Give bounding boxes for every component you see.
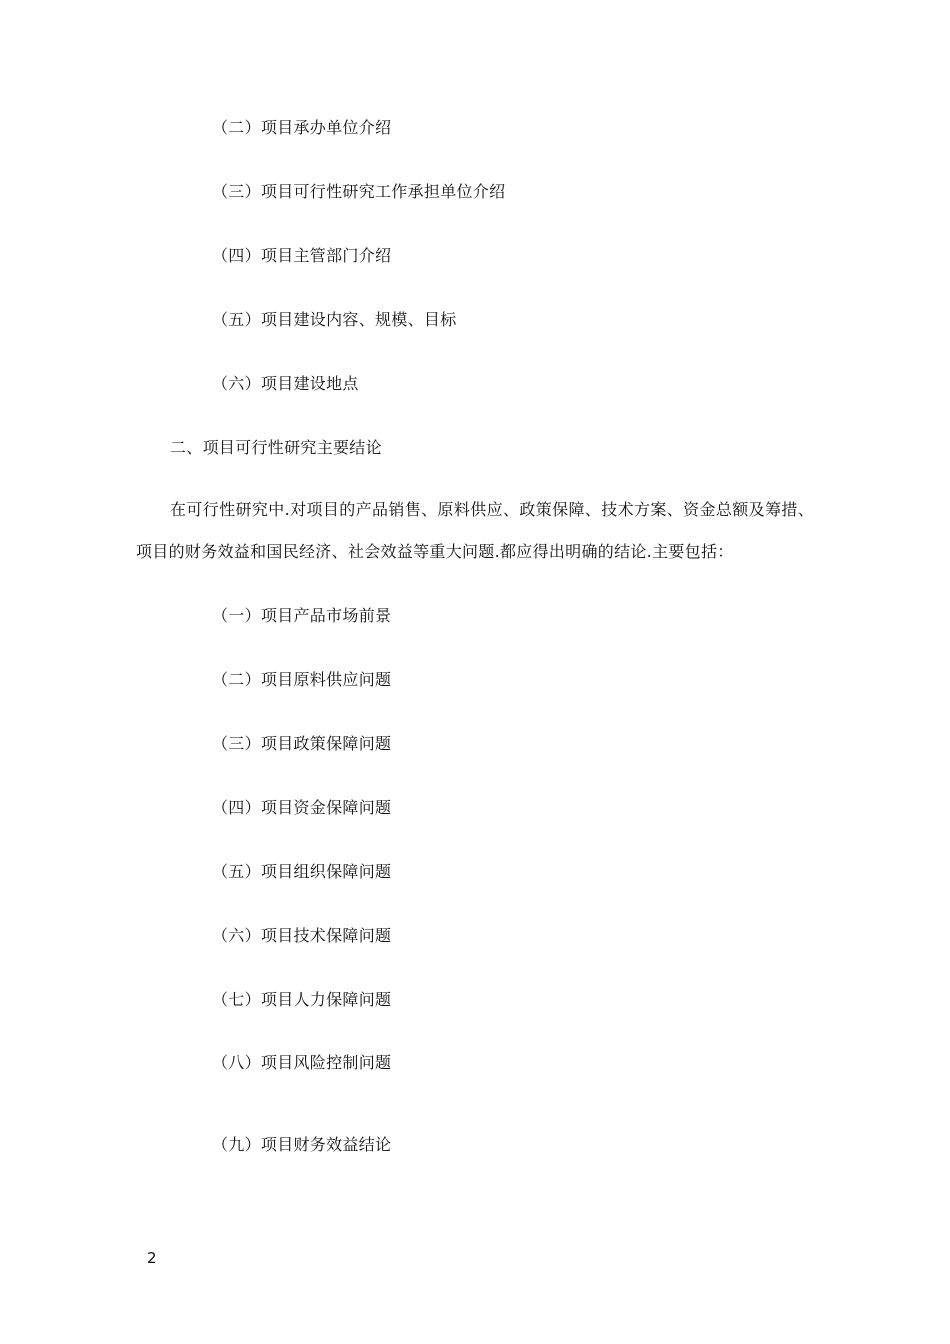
list-item: （三）项目可行性研究工作承担单位介绍 xyxy=(212,182,506,201)
list-item: （四）项目资金保障问题 xyxy=(212,798,392,817)
list-item: （八）项目风险控制问题 xyxy=(212,1053,392,1072)
list-item: （六）项目建设地点 xyxy=(212,374,359,393)
body-paragraph: 在可行性研究中.对项目的产品销售、原料供应、政策保障、技术方案、资金总额及筹措、项目的财务效益和国民经济、社会效益等重大问题.都应得出明确的结论.主要包括： xyxy=(136,500,814,561)
list-item: （五）项目组织保障问题 xyxy=(212,862,392,881)
list-item: （三）项目政策保障问题 xyxy=(212,734,392,753)
section-heading: 二、项目可行性研究主要结论 xyxy=(170,438,382,457)
page-number: 2 xyxy=(147,1249,157,1267)
list-item: （九）项目财务效益结论 xyxy=(212,1135,392,1154)
list-item: （二）项目原料供应问题 xyxy=(212,670,392,689)
list-item: （五）项目建设内容、规模、目标 xyxy=(212,310,457,329)
list-item: （一）项目产品市场前景 xyxy=(212,606,392,625)
list-item: （二）项目承办单位介绍 xyxy=(212,118,392,137)
list-item: （七）项目人力保障问题 xyxy=(212,990,392,1009)
list-item: （六）项目技术保障问题 xyxy=(212,926,392,945)
list-item: （四）项目主管部门介绍 xyxy=(212,246,392,265)
